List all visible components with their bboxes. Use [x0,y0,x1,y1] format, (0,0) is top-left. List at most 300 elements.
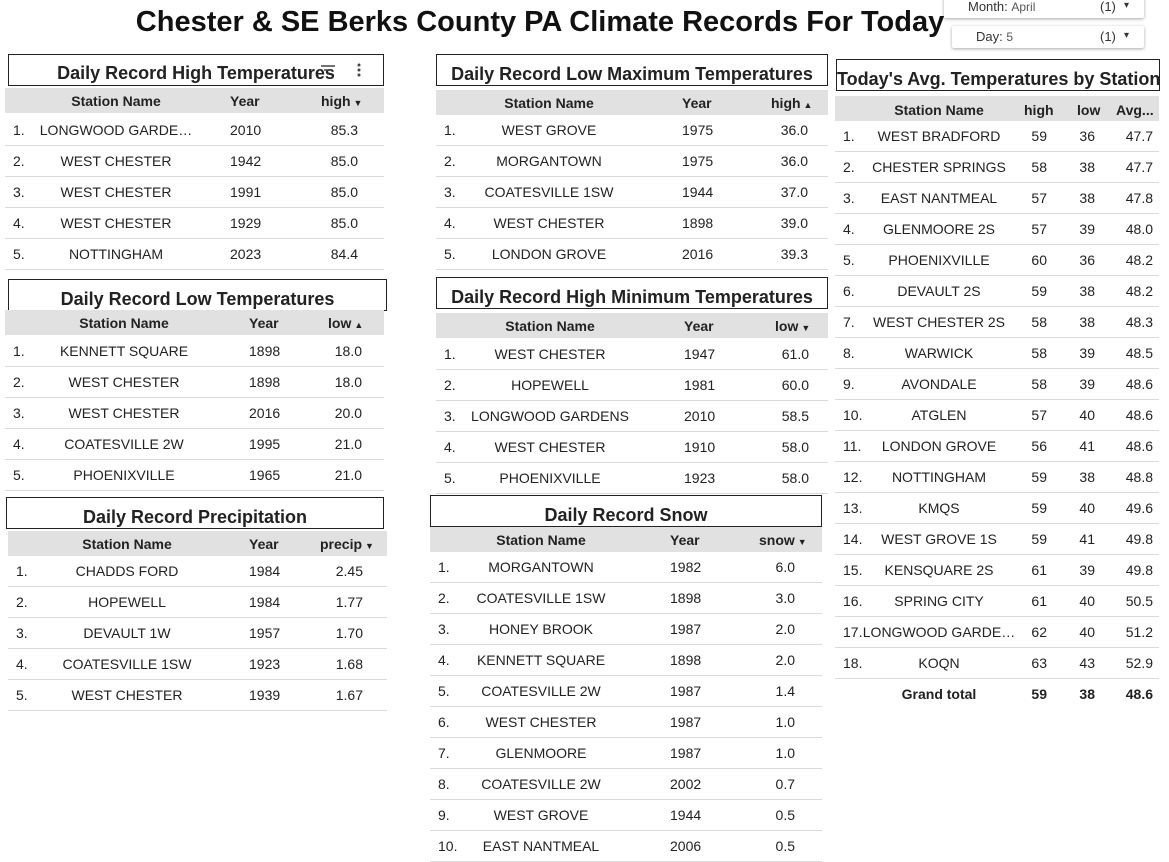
table-row[interactable] [835,214,1159,245]
record-value: 39.3 [780,246,808,262]
row-index: 3. [444,408,456,424]
record-year: 2010 [684,408,716,424]
station-name: KENNETT SQUARE [59,343,189,359]
sort-desc-icon: ▼ [365,541,374,551]
avg-mean: 47.8 [1125,190,1153,206]
record-value: 36.0 [780,122,808,138]
row-index: 4. [13,436,25,452]
station-name: NOTTINGHAM [68,246,164,262]
precip-title: Daily Record Precipitation [6,497,384,529]
table-row[interactable] [436,239,828,270]
row-index: 9. [438,807,450,823]
station-name: KENNETT SQUARE [476,652,606,668]
avg-mean: 47.7 [1125,128,1153,144]
record-value: 1.4 [775,683,795,699]
table-row[interactable] [835,276,1159,307]
column-header-high[interactable]: high [1024,102,1054,118]
record-value: 1.0 [775,714,795,730]
station-name: LONDON GROVE [491,246,607,262]
station-name: WEST CHESTER [71,687,183,703]
record-value: 58.0 [781,470,809,486]
record-value: 39.0 [780,215,808,231]
row-index: 1. [444,122,456,138]
avg-high: 58 [1031,314,1047,330]
month-filter[interactable] [944,0,1144,18]
record-value: 85.0 [330,215,358,231]
column-header-value[interactable] [328,315,363,331]
avg-mean: 50.5 [1125,593,1153,609]
station-name: WARWICK [904,345,974,361]
table-row[interactable] [835,493,1159,524]
row-index: 15. [843,562,863,578]
table-row[interactable] [5,239,384,270]
station-name: CHADDS FORD [75,563,179,579]
record-value: 1.68 [335,656,363,672]
avg-low: 38 [1079,190,1095,206]
sort-desc-icon: ▼ [797,537,807,547]
row-index: 4. [13,215,25,231]
table-row[interactable] [430,614,822,645]
station-name: COATESVILLE 1SW [484,184,614,200]
table-row[interactable] [8,680,387,711]
table-row[interactable] [5,460,384,491]
table-row[interactable] [430,738,822,769]
record-year: 1944 [670,807,702,823]
row-index: 1. [13,122,25,138]
day-filter-label: Day: [976,29,1003,44]
sort-asc-icon: ▲ [354,320,364,330]
avg-low: 39 [1079,345,1095,361]
station-name: WEST GROVE [493,807,589,823]
table-row[interactable] [5,146,384,177]
station-name: PHOENIXVILLE [888,252,990,268]
row-index: 3. [438,621,450,637]
record-value: 58.0 [781,439,809,455]
station-name: WEST CHESTER [494,439,606,455]
avg-high: 63 [1031,655,1047,671]
table-row[interactable] [835,586,1159,617]
record-value: 18.0 [334,343,362,359]
record-year: 1957 [249,625,281,641]
row-index: 3. [13,405,25,421]
avg-high: 61 [1031,562,1047,578]
avg-low: 41 [1079,438,1095,454]
record-value: 0.5 [775,838,795,854]
row-index: 2. [444,153,456,169]
station-name: COATESVILLE 2W [481,683,601,699]
avg-low: 38 [1079,314,1095,330]
avg-mean: 48.6 [1125,376,1153,392]
avg-temps-title: Today's Avg. Temperatures by Station [836,59,1160,91]
avg-high: 59 [1031,531,1047,547]
record-value: 1.70 [335,625,363,641]
avg-mean: 48.2 [1125,252,1153,268]
record-value: 85.0 [330,153,358,169]
avg-high: 59 [1031,283,1047,299]
record-value: 21.0 [334,467,362,483]
record-value: 84.4 [330,246,358,262]
avg-mean: 48.6 [1125,438,1153,454]
filter-icon[interactable] [320,63,336,80]
sort-desc-icon: ▼ [801,323,811,333]
record-value: 85.0 [330,184,358,200]
low-temps-title: Daily Record Low Temperatures [8,279,387,311]
table-header [436,90,828,115]
month-filter-value: April [1011,0,1036,14]
table-header [436,313,828,338]
avg-high: 58 [1031,159,1047,175]
day-filter-value: 5 [1006,30,1014,44]
sort-desc-icon: ▼ [353,98,363,108]
record-year: 1898 [682,215,714,231]
record-year: 1898 [249,374,281,390]
column-header-year[interactable]: Year [670,532,700,548]
station-name: KENSQUARE 2S [884,562,994,578]
station-name: HOPEWELL [88,594,166,610]
column-header-station[interactable]: Station Name [504,95,594,111]
avg-mean: 47.7 [1125,159,1153,175]
table-row[interactable] [5,208,384,239]
record-year: 2010 [230,122,262,138]
column-header-value[interactable] [759,532,807,548]
avg-mean: 49.6 [1125,500,1153,516]
table-row[interactable] [835,152,1159,183]
column-header-value-label: precip [320,536,363,552]
table-row[interactable] [835,121,1159,152]
station-name: HONEY BROOK [489,621,593,637]
table-row[interactable] [436,401,828,432]
table-row[interactable] [5,177,384,208]
column-header-avg[interactable]: Avg... [1116,102,1154,118]
record-year: 1975 [682,122,714,138]
row-index: 5. [16,687,28,703]
row-index: 8. [438,776,450,792]
row-index: 4. [444,439,456,455]
row-index: 2. [444,377,456,393]
station-name: HOPEWELL [511,377,589,393]
avg-mean: 48.6 [1125,686,1153,702]
row-index: 2. [13,153,25,169]
sort-asc-icon: ▲ [803,100,813,110]
table-row[interactable] [430,552,822,583]
row-index: 2. [843,159,855,175]
row-index: 9. [843,376,855,392]
record-year: 1984 [249,594,281,610]
table-header [430,527,822,552]
record-value: 18.0 [334,374,362,390]
avg-low: 38 [1079,159,1095,175]
record-year: 1898 [670,590,702,606]
column-header-value-label: low [775,318,799,334]
table-row[interactable] [436,115,828,146]
record-value: 6.0 [775,559,795,575]
station-name: COATESVILLE 1SW [62,656,192,672]
avg-low: 39 [1079,562,1095,578]
row-index: 5. [444,470,456,486]
column-header-year[interactable]: Year [682,95,712,111]
table-row[interactable] [430,831,822,862]
station-name: KMQS [918,500,960,516]
column-header-low[interactable]: low [1077,102,1101,118]
row-index: 2. [13,374,25,390]
avg-low: 40 [1079,407,1095,423]
station-name: EAST NANTMEAL [880,190,998,206]
record-year: 1929 [230,215,262,231]
record-year: 1965 [249,467,281,483]
row-index: 5. [444,246,456,262]
table-row[interactable] [835,307,1159,338]
record-value: 1.77 [335,594,363,610]
snow-title: Daily Record Snow [430,495,822,527]
station-name: LONDON GROVE [881,438,997,454]
month-filter-count: (1) [1100,0,1116,14]
avg-low: 39 [1079,376,1095,392]
avg-low: 43 [1079,655,1095,671]
table-row[interactable] [436,146,828,177]
table-row[interactable] [835,369,1159,400]
row-index: 11. [843,438,862,454]
row-index: 12. [843,469,863,485]
day-filter[interactable] [952,26,1144,48]
table-row[interactable] [835,338,1159,369]
station-name: WEST CHESTER [493,215,605,231]
avg-mean: 48.8 [1125,469,1153,485]
record-value: 20.0 [334,405,362,421]
row-index: 6. [438,714,450,730]
column-header-station[interactable]: Station Name [82,536,172,552]
high-min-title: Daily Record High Minimum Temperatures [436,277,828,309]
station-name: DEVAULT 1W [83,625,171,641]
grand-total-label: Grand total [901,686,977,702]
record-year: 1923 [249,656,281,672]
station-name: PHOENIXVILLE [73,467,175,483]
row-index: 3. [444,184,456,200]
record-value: 36.0 [780,153,808,169]
avg-high: 57 [1031,221,1047,237]
table-row[interactable] [5,336,384,367]
avg-mean: 48.3 [1125,314,1153,330]
row-index: 1. [13,343,25,359]
record-year: 1898 [249,343,281,359]
record-year: 2016 [249,405,281,421]
table-row[interactable] [835,648,1159,679]
station-name: WEST CHESTER [485,714,597,730]
table-row[interactable] [8,618,387,649]
record-year: 2006 [670,838,702,854]
table-row[interactable] [436,463,828,494]
grand-total-row [835,679,1159,710]
station-name: CHESTER SPRINGS [872,159,1006,175]
station-name: WEST CHESTER [60,184,172,200]
column-header-station[interactable]: Station Name [505,318,595,334]
row-index: 3. [13,184,25,200]
station-name: COATESVILLE 2W [64,436,184,452]
avg-high: 59 [1031,128,1047,144]
table-row[interactable] [835,555,1159,586]
row-index: 6. [843,283,855,299]
avg-high: 62 [1031,624,1047,640]
table-row[interactable] [430,707,822,738]
table-row[interactable] [835,617,1159,648]
avg-high: 59 [1031,686,1047,702]
avg-high: 57 [1031,190,1047,206]
table-row[interactable] [835,431,1159,462]
record-year: 1991 [230,184,262,200]
record-year: 1942 [230,153,262,169]
table-row[interactable] [5,398,384,429]
station-name: GLENMOORE 2S [882,221,996,237]
station-name: WEST CHESTER [68,405,180,421]
row-index: 13. [843,500,863,516]
table-row[interactable] [436,370,828,401]
table-row[interactable] [5,115,384,146]
row-index: 14. [843,531,863,547]
row-index: 1. [438,559,450,575]
avg-mean: 48.0 [1125,221,1153,237]
row-index: 3. [16,625,28,641]
table-row[interactable] [430,645,822,676]
station-name: WEST CHESTER 2S [873,314,1005,330]
table-row[interactable] [835,183,1159,214]
column-header-value[interactable] [771,95,812,111]
row-index: 5. [438,683,450,699]
record-value: 2.0 [775,621,795,637]
row-index: 4. [444,215,456,231]
station-name: WEST CHESTER [60,153,172,169]
avg-low: 36 [1079,128,1095,144]
column-header-value[interactable] [775,318,810,334]
column-header-year[interactable]: Year [249,315,279,331]
station-name: NOTTINGHAM [891,469,987,485]
record-value: 58.5 [781,408,809,424]
more-vert-icon[interactable] [354,62,364,81]
column-header-year[interactable]: Year [249,536,279,552]
high-temps-title: Daily Record High Temperatures [8,54,384,86]
table-row[interactable] [436,208,828,239]
station-name: LONGWOOD GARDE… [39,122,193,138]
table-header [5,310,384,335]
table-row[interactable] [8,587,387,618]
record-year: 2016 [682,246,714,262]
avg-low: 41 [1079,531,1095,547]
record-value: 37.0 [780,184,808,200]
table-row[interactable] [835,524,1159,555]
avg-mean: 48.5 [1125,345,1153,361]
table-row[interactable] [8,649,387,680]
avg-low: 38 [1079,283,1095,299]
row-index: 7. [438,745,450,761]
table-row[interactable] [436,432,828,463]
station-name: WEST GROVE [501,122,597,138]
table-row[interactable] [5,367,384,398]
station-name: WEST CHESTER [60,215,172,231]
row-index: 5. [13,246,25,262]
avg-high: 57 [1031,407,1047,423]
table-row[interactable] [430,583,822,614]
record-year: 1975 [682,153,714,169]
dropdown-icon: ▾ [1124,30,1130,41]
table-row[interactable] [5,429,384,460]
table-row[interactable] [430,800,822,831]
table-row[interactable] [436,177,828,208]
table-row[interactable] [835,245,1159,276]
row-index: 5. [843,252,855,268]
avg-high: 60 [1031,252,1047,268]
station-name: AVONDALE [901,376,977,392]
record-year: 1987 [670,714,702,730]
row-index: 8. [843,345,855,361]
row-index: 4. [16,656,28,672]
station-name: COATESVILLE 2W [481,776,601,792]
avg-high: 59 [1031,469,1047,485]
avg-low: 40 [1079,500,1095,516]
record-year: 1995 [249,436,281,452]
record-year: 1982 [670,559,702,575]
record-year: 1947 [684,346,716,362]
table-row[interactable] [835,400,1159,431]
station-name: SPRING CITY [894,593,984,609]
row-index: 10. [438,838,458,854]
row-index: 5. [13,467,25,483]
table-row[interactable] [835,462,1159,493]
row-index: 18. [843,655,863,671]
avg-low: 36 [1079,252,1095,268]
station-name: KOQN [918,655,960,671]
station-name: COATESVILLE 1SW [476,590,606,606]
table-row[interactable] [436,339,828,370]
avg-high: 61 [1031,593,1047,609]
avg-low: 40 [1079,624,1095,640]
column-header-station[interactable]: Station Name [496,532,586,548]
column-header-value[interactable] [321,93,362,109]
station-name: LONGWOOD GARDE… [862,624,1016,640]
record-year: 1981 [684,377,716,393]
station-name: DEVAULT 2S [897,283,981,299]
column-header-station[interactable]: Station Name [79,315,169,331]
record-value: 3.0 [775,590,795,606]
row-index: 1. [16,563,28,579]
column-header-value-label: low [328,315,352,331]
record-value: 60.0 [781,377,809,393]
row-index: 2. [438,590,450,606]
table-header [5,88,384,113]
record-year: 1987 [670,683,702,699]
station-name: GLENMOORE [495,745,587,761]
column-header-value[interactable] [320,536,374,552]
record-year: 2002 [670,776,702,792]
station-name: WEST CHESTER [68,374,180,390]
column-header-year[interactable]: Year [230,93,260,109]
record-value: 0.7 [775,776,795,792]
column-header-value-label: snow [759,532,795,548]
record-year: 1923 [684,470,716,486]
record-year: 2023 [230,246,262,262]
avg-high: 58 [1031,376,1047,392]
column-header-year[interactable]: Year [684,318,714,334]
table-row[interactable] [8,556,387,587]
station-name: PHOENIXVILLE [499,470,601,486]
station-name: LONGWOOD GARDENS [471,408,629,424]
day-filter-count: (1) [1100,29,1116,44]
table-row[interactable] [430,769,822,800]
row-index: 4. [438,652,450,668]
record-year: 1984 [249,563,281,579]
table-row[interactable] [430,676,822,707]
column-header-station[interactable]: Station Name [894,102,984,118]
station-name: WEST CHESTER [494,346,606,362]
station-name: WEST BRADFORD [877,128,1001,144]
column-header-station[interactable]: Station Name [71,93,161,109]
